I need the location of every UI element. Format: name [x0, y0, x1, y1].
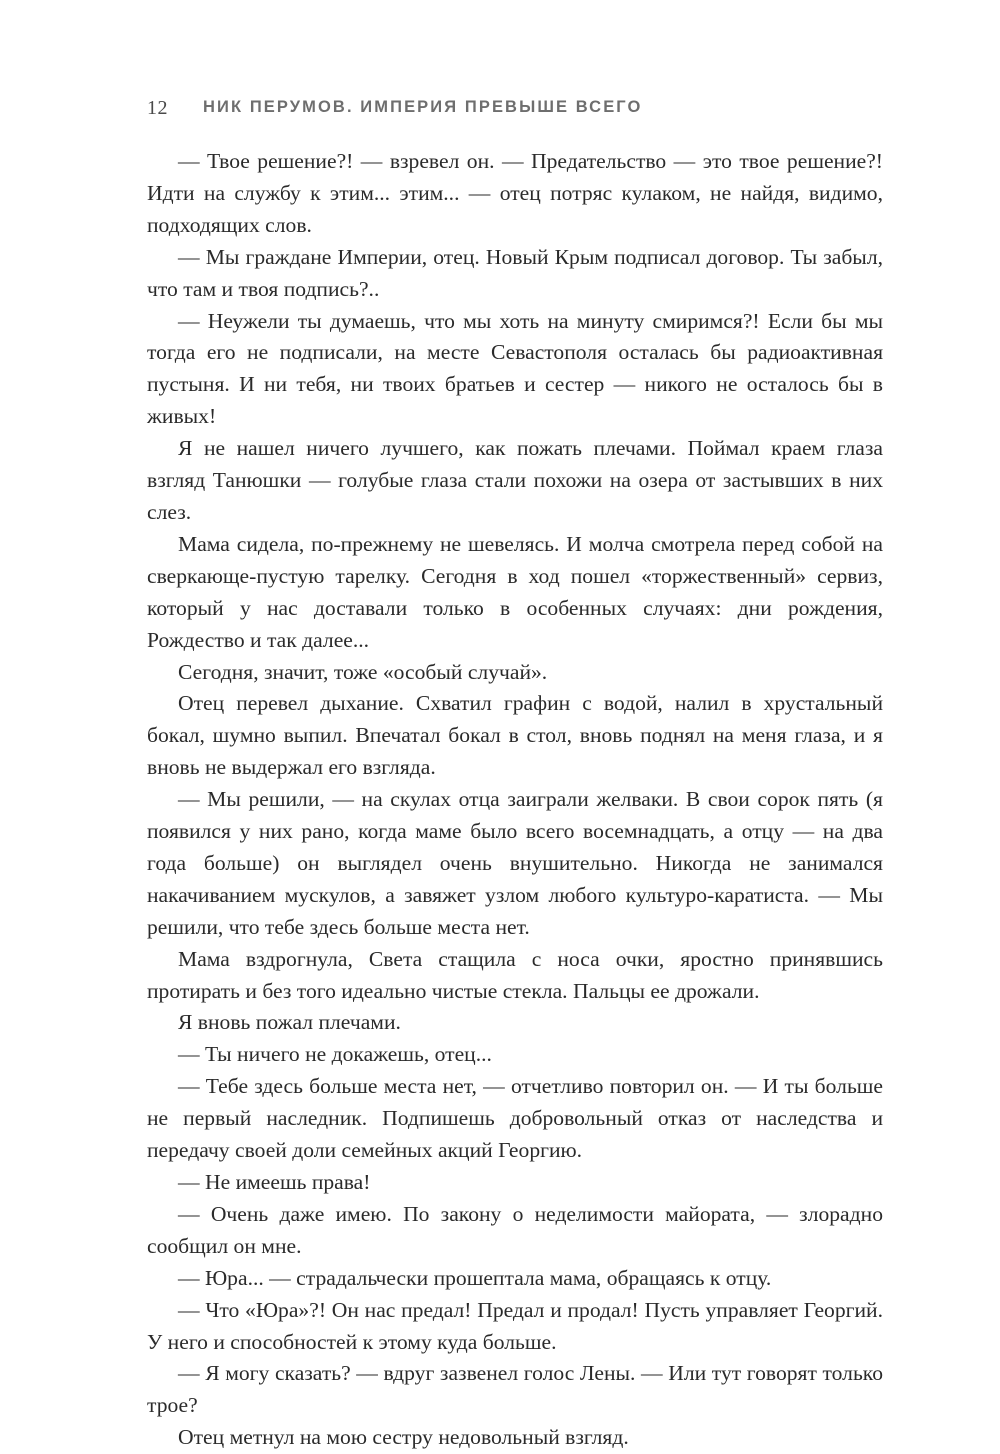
paragraph: — Тебе здесь больше места нет, — отчетливо повторил он. — И ты больше не первый наследник. Подпишешь добровольный отказ от наследства и передачу своей доли семейных акций Георгию.	[147, 1074, 883, 1163]
paragraph: — Мы граждане Империи, отец. Новый Крым подписал договор. Ты забыл, что там и твоя подпись?..	[147, 244, 883, 301]
paragraph: — Очень даже имею. По закону о неделимости майората, — злорадно сообщил он мне.	[147, 1201, 883, 1258]
paragraph: Мама сидела, по-прежнему не шевелясь. И молча смотрела перед собой на сверкающе-пустую тарелку. Сегодня в ход пошел «торжественный» сервиз, который у нас доставали только в особенных случаях: дни рождения, Рождество и так далее...	[147, 531, 883, 652]
paragraph: — Я могу сказать? — вдруг зазвенел голос Лены. — Или тут говорят только трое?	[147, 1361, 883, 1418]
running-header	[147, 97, 887, 127]
paragraph: Отец перевел дыхание. Схватил графин с водой, налил в хрустальный бокал, шумно выпил. Впечатал бокал в стол, вновь поднял на меня глаза, и я вновь не выдержал его взгляда.	[147, 691, 883, 780]
book-title: НИК ПЕРУМОВ. ИМПЕРИЯ ПРЕВЫШЕ ВСЕГО	[203, 98, 643, 116]
paragraph: Мама вздрогнула, Света стащила с носа очки, яростно принявшись протирать и без того идеально чистые стекла. Пальцы ее дрожали.	[147, 946, 883, 1003]
paragraph: — Ты ничего не докажешь, отец...	[178, 1042, 492, 1067]
paragraph: — Не имеешь права!	[178, 1170, 371, 1194]
paragraph: — Твое решение?! — взревел он. — Предательство — это твое решение?! Идти на службу к этим... этим... — отец потряс кулаком, не найдя, видимо, подходящих слов.	[147, 149, 883, 237]
paragraph: Отец метнул на мою сестру недовольный взгляд.	[178, 1425, 629, 1450]
page-number: 12	[147, 97, 168, 119]
paragraph: — Мы решили, — на скулах отца заиграли желваки. В свои сорок пять (я появился у них рано, когда маме было всего восемнадцать, а отцу — на два года больше) он выглядел очень внушительно. Никогда не занимался накачиванием мускулов, а завяжет узлом любого культуро-каратиста. — Мы решили, что тебе здесь больше места нет.	[147, 787, 883, 939]
paragraph: Я не нашел ничего лучшего, как пожать плечами. Поймал краем глаза взгляд Танюшки — голубые глаза стали похожи на озера от застывших в них слез.	[147, 436, 883, 524]
body-text	[147, 146, 883, 1454]
paragraph: — Что «Юра»?! Он нас предал! Предал и продал! Пусть управляет Георгий. У него и способностей к этому куда больше.	[147, 1297, 883, 1354]
paragraph: Сегодня, значит, тоже «особый случай».	[178, 659, 548, 684]
paragraph: Я вновь пожал плечами.	[178, 1010, 401, 1035]
paragraph: — Юра... — страдальчески прошептала мама, обращаясь к отцу.	[178, 1265, 772, 1290]
paragraph: — Неужели ты думаешь, что мы хоть на минуту смиримся?! Если бы мы тогда его не подписали, на месте Севастополя осталась бы радиоактивная пустыня. И ни тебя, ни твоих братьев и сестер — никого не осталось бы в живых!	[147, 308, 883, 429]
